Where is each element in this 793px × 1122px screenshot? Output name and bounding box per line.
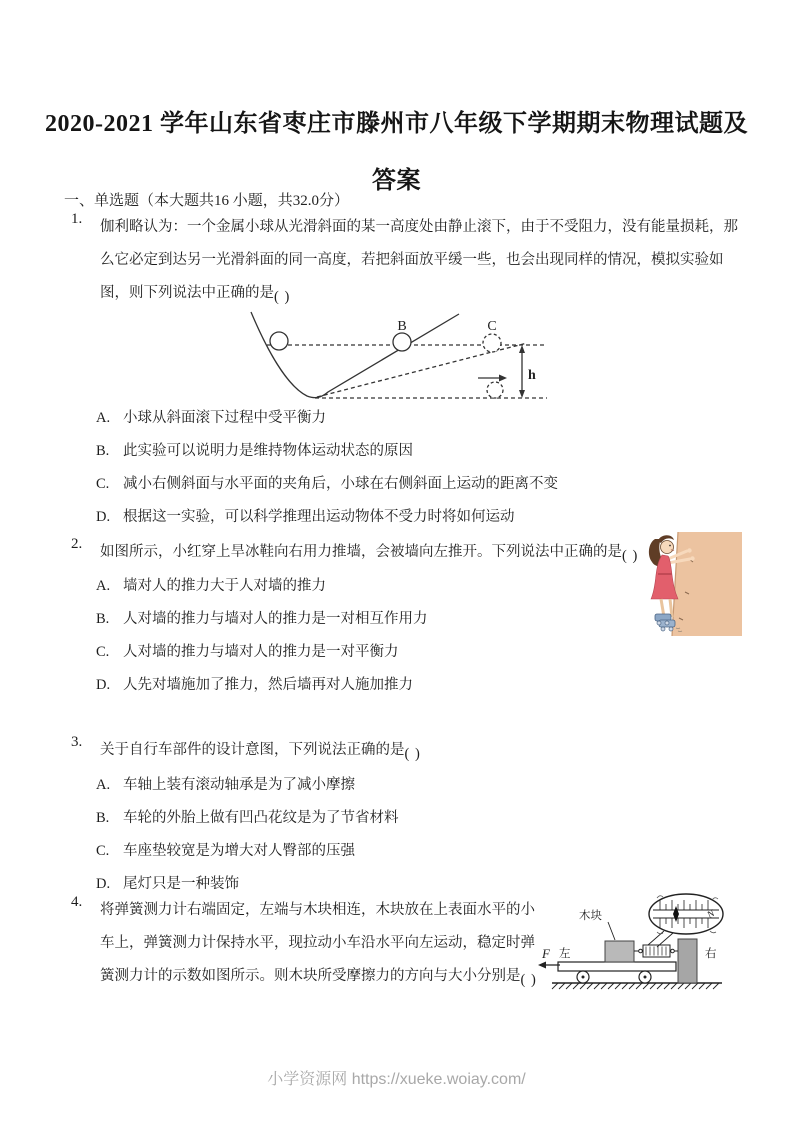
question-number: 2. — [71, 536, 83, 552]
girl-hand — [687, 548, 691, 552]
option-text: 人对墙的推力与墙对人的推力是一对平衡力 — [123, 643, 399, 660]
option-row — [96, 610, 428, 630]
option-row — [96, 442, 558, 462]
incline-curve — [251, 312, 459, 398]
answer-blank: ( ) — [404, 746, 421, 762]
girl-hand — [690, 556, 694, 560]
question-number: 4. — [71, 894, 83, 910]
newton-unit-label: N — [705, 908, 717, 922]
question-number: 1. — [71, 211, 83, 227]
options-list-3 — [96, 776, 399, 908]
option-label: D. — [96, 508, 111, 525]
answer-blank: ( ) — [622, 548, 639, 564]
question-text: 关于自行车部件的设计意图，下列说法正确的是( ) — [100, 742, 421, 762]
ball-c-dashed — [483, 334, 501, 352]
option-row — [96, 875, 399, 895]
option-row — [96, 676, 428, 696]
option-text: 人对墙的推力与墙对人的推力是一对相互作用力 — [123, 610, 428, 627]
options-list-2 — [96, 577, 428, 709]
ball-b-label: B — [397, 319, 407, 334]
option-row — [96, 809, 399, 829]
option-label: B. — [96, 610, 110, 627]
arrow-up-head — [519, 345, 525, 353]
girl-face — [661, 541, 674, 554]
option-label: B. — [96, 809, 110, 826]
right-label: 右 — [705, 948, 717, 960]
option-text: 人先对墙施加了推力，然后墙再对人施加推力 — [123, 676, 413, 693]
document-title: 2020-2021 学年山东省枣庄市滕州市八年级下学期期末物理试题及答案 — [45, 111, 748, 194]
options-list-1 — [96, 409, 558, 541]
section-heading: 一、单选题（本大题共16 小题，共32.0分） — [64, 193, 350, 209]
option-text: 车座垫较宽是为增大对人臀部的压强 — [123, 842, 355, 859]
block-label: 木块 — [579, 910, 602, 922]
option-label: D. — [96, 875, 111, 892]
option-text: 小球从斜面滚下过程中受平衡力 — [123, 410, 326, 426]
option-text: 根据这一实验，可以科学推理出运动物体不受力时将如何运动 — [123, 508, 515, 525]
option-label: C. — [96, 643, 110, 660]
option-label: A. — [96, 578, 111, 594]
option-row — [96, 577, 428, 597]
spring-scale-cart-diagram — [536, 888, 726, 990]
force-label: F — [542, 946, 550, 961]
answer-blank: ( ) — [520, 972, 537, 988]
option-label: C. — [96, 842, 110, 859]
option-text: 墙对人的推力大于人对墙的推力 — [123, 578, 326, 594]
fixed-post — [678, 939, 697, 983]
force-arrow-head — [538, 962, 546, 969]
arrow-down-head — [519, 390, 525, 398]
option-row — [96, 842, 399, 862]
option-text: 此实验可以说明力是维持物体运动状态的原因 — [123, 442, 413, 459]
option-row — [96, 475, 558, 495]
girl-pushing-wall-illustration — [645, 532, 745, 636]
ball-left — [270, 332, 288, 350]
option-row — [96, 508, 558, 528]
option-label: A. — [96, 410, 111, 426]
option-text: 车轴上装有滚动轴承是为了减小摩擦 — [123, 777, 355, 793]
ball-bottom-dashed — [487, 382, 503, 398]
option-text: 尾灯只是一种装饰 — [123, 875, 239, 892]
option-row — [96, 643, 428, 663]
height-label: h — [528, 368, 536, 383]
answer-blank: ( ) — [274, 289, 291, 305]
option-label: D. — [96, 676, 111, 693]
footer-watermark: 小学资源网 https://xueke.woiay.com/ — [267, 1071, 526, 1088]
question-3 — [0, 734, 793, 767]
question-text: 如图所示，小红穿上旱冰鞋向右用力推墙，会被墙向左推开。下列说法中正确的是( ) — [100, 544, 639, 564]
option-text: 车轮的外胎上做有凹凸花纹是为了节省材料 — [123, 809, 399, 826]
question-1 — [0, 211, 793, 310]
ball-c-label: C — [487, 319, 497, 334]
wood-block — [605, 941, 634, 962]
option-row — [96, 409, 558, 429]
incline-experiment-diagram — [235, 308, 565, 408]
ball-b — [393, 333, 411, 351]
wall — [672, 532, 742, 636]
question-text: 将弹簧测力计右端固定，左端与木块相连，木块放在上表面水平的小车上，弹簧测力计保持水平，现拉动小车沿水平向左运动，稳定时弹簧测力计的示数如图所示。则木块所受摩擦力的方向与大小分别是( ) — [100, 902, 537, 988]
option-label: A. — [96, 777, 111, 793]
option-text: 减小右侧斜面与水平面的夹角后，小球在右侧斜面上运动的距离不变 — [123, 475, 558, 492]
option-label: C. — [96, 475, 110, 492]
arrow-right-head — [499, 375, 507, 382]
option-label: B. — [96, 442, 110, 459]
spring-dynamometer — [634, 945, 678, 957]
left-label: 左 — [559, 948, 571, 960]
option-row — [96, 776, 399, 796]
cart-platform — [558, 962, 676, 971]
question-number: 3. — [71, 734, 83, 750]
question-text: 伽利略认为：一个金属小球从光滑斜面的某一高度处由静止滚下，由于不受阻力，没有能量损耗，那么它必定到达另一光滑斜面的同一高度，若把斜面放平缓一些，也会出现同样的情况，模拟实验如图，则下列说法中正确的是( ) — [100, 219, 738, 305]
